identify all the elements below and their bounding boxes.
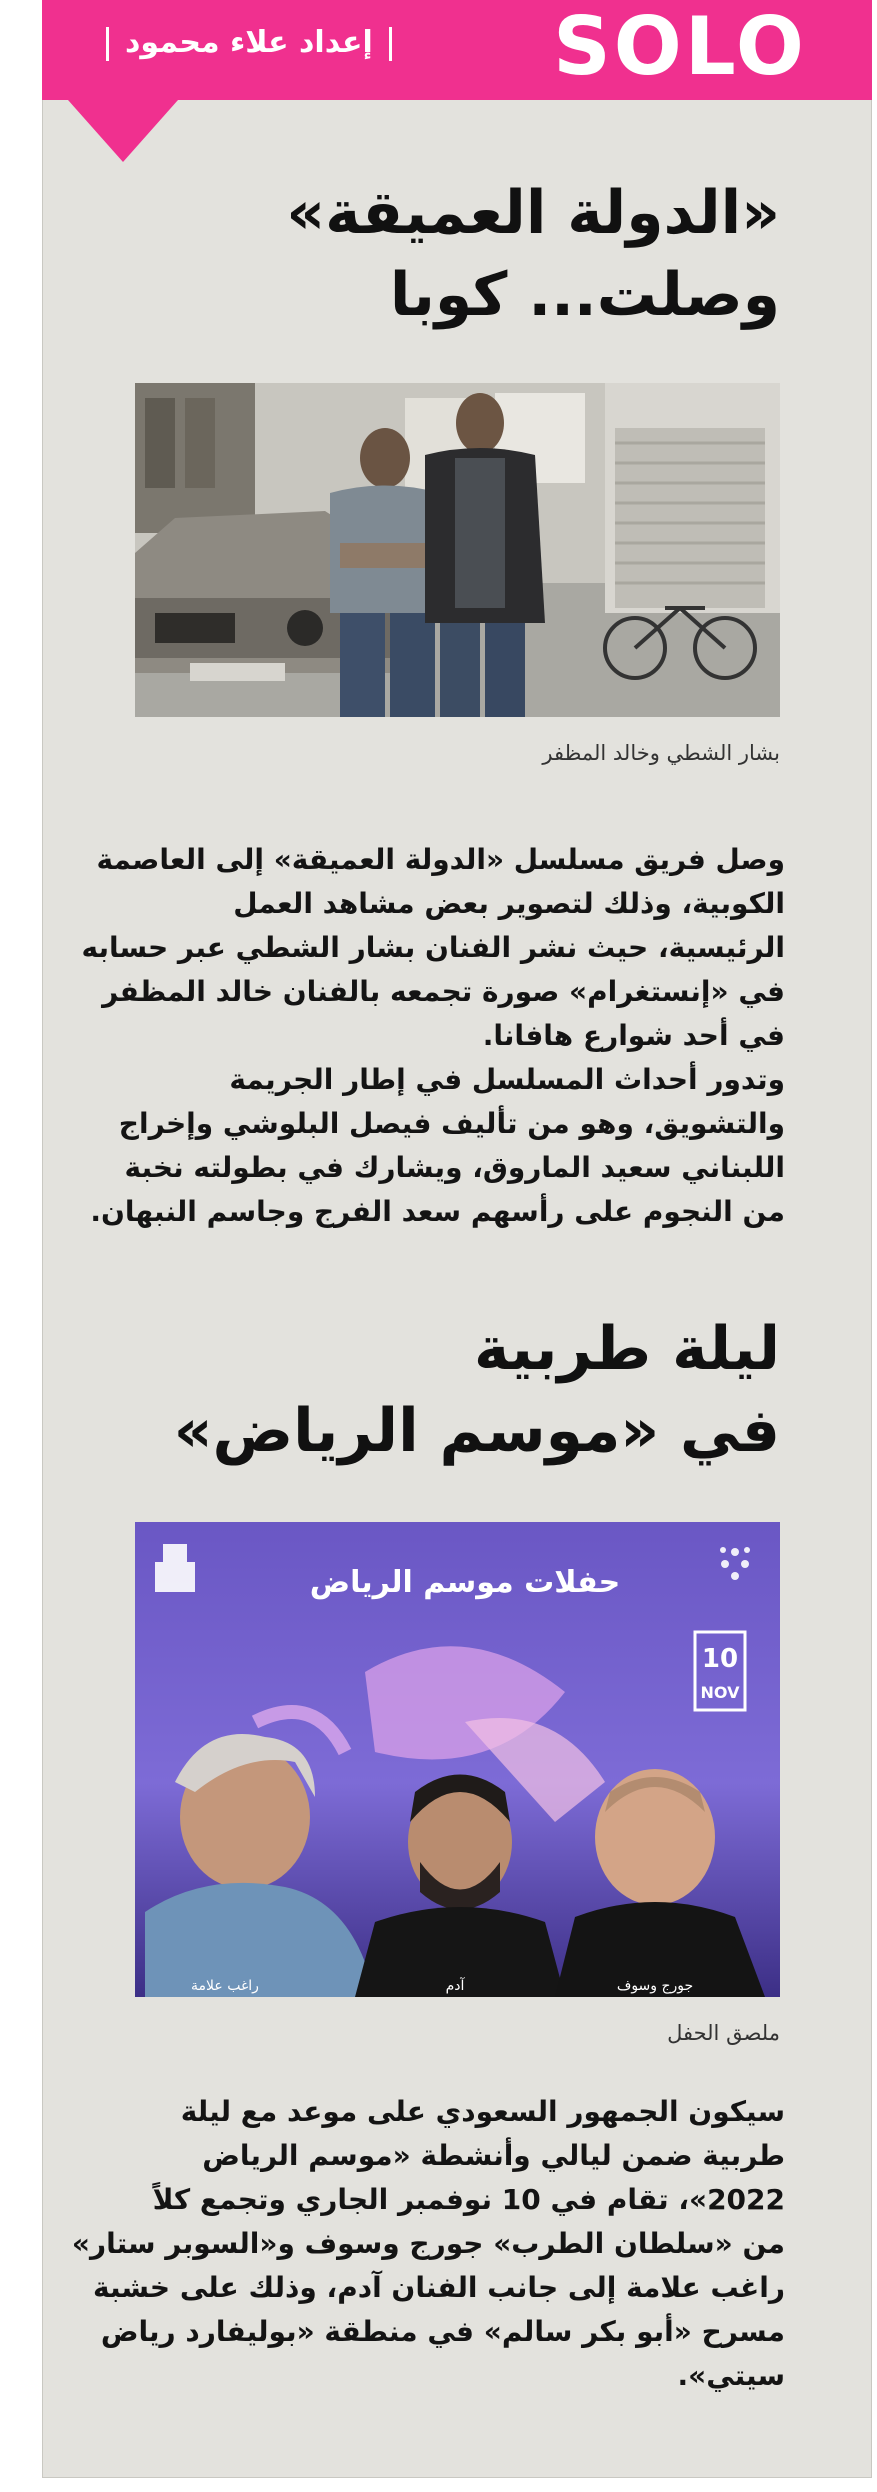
poster-title: حفلات موسم الرياض [309,1565,621,1600]
poster-month: NOV [700,1683,740,1702]
header-notch [68,100,178,162]
body-line: طربية ضمن ليالي وأنشطة «موسم الرياض [202,2139,785,2172]
article1-caption: بشار الشطي وخالد المظفر [542,741,780,765]
divider-bar [106,27,109,61]
article1-headline [130,172,780,336]
body-line: الرئيسية، حيث نشر الفنان بشار الشطي عبر حسابه [81,931,785,964]
divider-bar [389,27,392,61]
article2-headline [130,1308,780,1472]
article1-photo [135,383,780,717]
body-line: اللبناني سعيد الماروق، ويشارك في بطولته نخبة [124,1151,785,1184]
body-line: 2022»، تقام في 10 نوفمبر الجاري وتجمع كلاً [152,2183,785,2216]
author-credit [90,18,408,68]
body-line: وتدور أحداث المسلسل في إطار الجريمة [229,1063,785,1096]
brand-logo: SOLO [553,0,807,93]
body-line: وصل فريق مسلسل «الدولة العميقة» إلى العاصمة [96,843,785,876]
author-name: إعداد علاء محمود [125,25,373,60]
body-line: في أحد شوارع هافانا. [482,1019,785,1052]
article1-body [81,838,785,1234]
headline-line: «الدولة العميقة» [286,178,780,248]
headline-line: ليلة طربية [473,1314,780,1384]
body-line: من النجوم على رأسهم سعد الفرج وجاسم النبهان. [90,1195,785,1228]
body-line: مسرح «أبو بكر سالم» في منطقة «بوليفارد رياض [100,2315,785,2348]
body-line: سيتي». [677,2359,785,2392]
body-line: من «سلطان الطرب» جورج وسوف و«السوبر ستار» [71,2227,785,2260]
body-line: سيكون الجمهور السعودي على موعد مع ليلة [180,2095,785,2128]
body-line: في «إنستغرام» صورة تجمعه بالفنان خالد المظفر [102,975,785,1008]
body-line: والتشويق، وهو من تأليف فيصل البلوشي وإخراج [118,1107,785,1140]
body-line: راغب علامة إلى جانب الفنان آدم، وذلك على خشبة [92,2271,785,2304]
headline-line: وصلت... كوبا [389,260,780,330]
article2-body [71,2090,785,2398]
article2-caption: ملصق الحفل [667,2021,780,2045]
article2-poster [135,1522,780,1997]
poster-name-3: جورج وسوف [616,1978,694,1994]
body-line: الكوبية، وذلك لتصوير بعض مشاهد العمل [233,887,785,920]
poster-name-2: آدم [445,1978,465,1994]
poster-day: 10 [701,1644,739,1674]
headline-line: في «موسم الرياض» [173,1396,780,1466]
poster-name-1: راغب علامة [191,1978,259,1994]
